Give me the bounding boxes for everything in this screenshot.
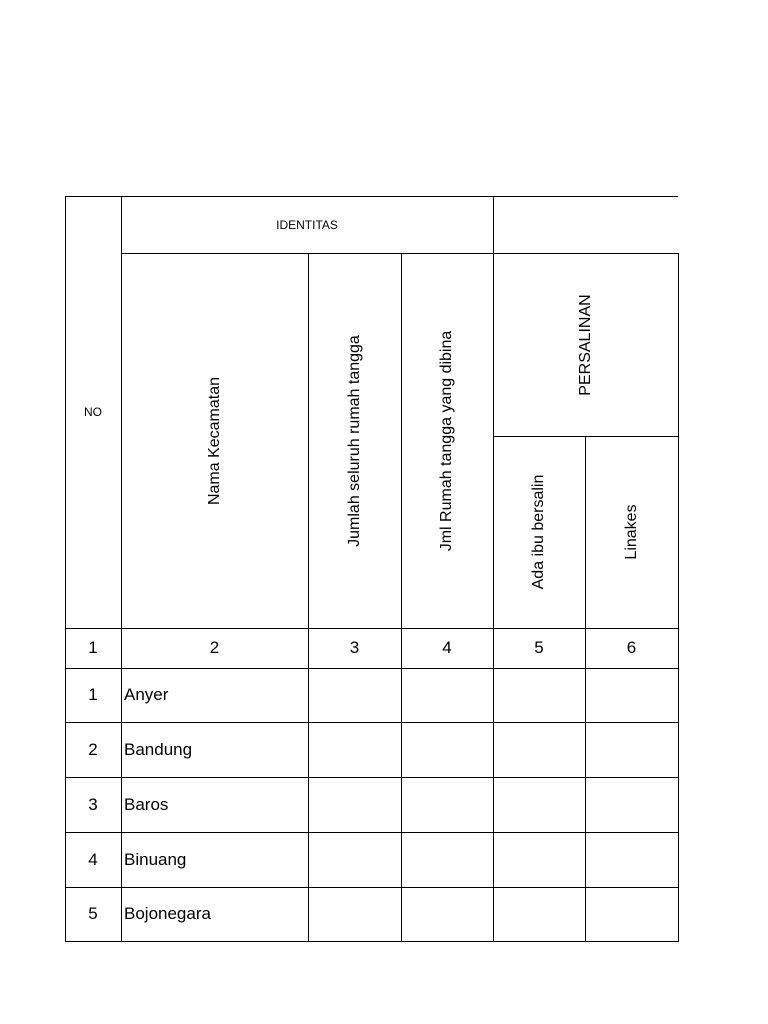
header-nama-kecamatan [121,253,308,628]
header-persalinan-label: PERSALINAN [576,293,594,396]
header-no-label: NO [84,405,102,419]
header-ada-ibu-bersalin [493,436,585,628]
row-number: 4 [88,849,98,869]
kecamatan-name: Binuang [124,849,187,869]
column-number: 4 [442,638,452,657]
column-number: 5 [534,638,544,657]
header-persalinan [493,253,678,436]
header-nama-kecamatan-label: Nama Kecamatan [205,376,223,505]
kecamatan-name: Bandung [124,739,193,759]
column-number: 3 [349,638,360,657]
header-linakes [585,436,678,628]
row-number: 2 [88,739,98,759]
row-number: 1 [88,685,98,704]
column-number: 1 [88,638,98,657]
kecamatan-name: Anyer [124,685,169,704]
header-jml-dibina [401,253,493,628]
kecamatan-name: Bojonegara [124,904,211,923]
header-identitas-label: IDENTITAS [276,217,338,232]
header-linakes-label: Linakes [622,504,640,560]
row-number: 5 [88,904,98,923]
header-identitas [121,196,493,253]
header-jml-dibina-label: Jml Rumah tangga yang dibina [438,330,455,551]
header-no [65,196,121,628]
header-jumlah-rumah-tangga-label: Jumlah seluruh rumah tangga [345,334,363,547]
column-number: 6 [626,638,637,657]
kecamatan-name: Baros [124,794,169,814]
header-ada-ibu-bersalin-label: Ada ibu bersalin [530,474,547,590]
column-number: 2 [209,638,220,657]
row-number: 3 [88,794,98,814]
header-jumlah-rumah-tangga [308,253,401,628]
